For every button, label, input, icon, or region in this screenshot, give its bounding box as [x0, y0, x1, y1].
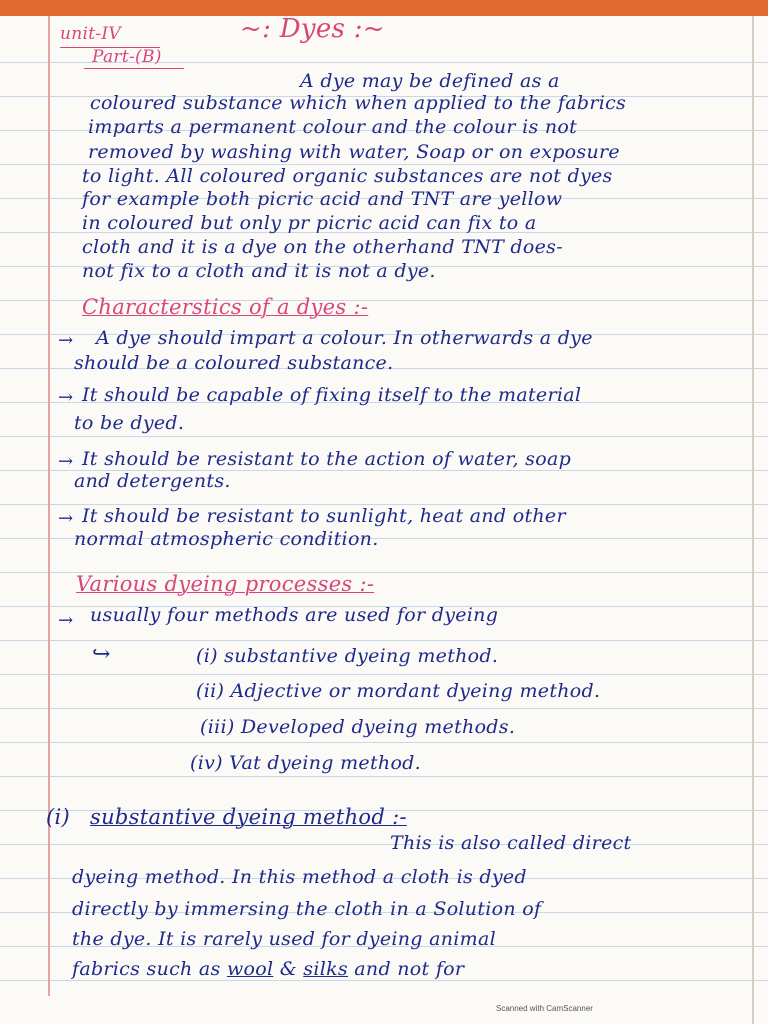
characteristic-line: A dye should impart a colour. In otherwards a dye — [96, 327, 593, 349]
margin-line — [48, 16, 50, 996]
intro-line: A dye may be defined as a — [300, 70, 560, 92]
substantive-last-line — [72, 958, 464, 980]
intro-line: cloth and it is a dye on the otherhand TNT does- — [82, 236, 563, 258]
ruled-line — [0, 708, 768, 709]
part-underline — [84, 68, 184, 69]
method-item: (iii) Developed dyeing methods. — [200, 716, 516, 738]
characteristic-line: and detergents. — [74, 470, 231, 492]
intro-line: to light. All coloured organic substances are not dyes — [82, 165, 613, 187]
page-edge — [752, 16, 754, 1024]
arrow-bullet-icon: → — [58, 610, 74, 631]
method-item: (i) substantive dyeing method. — [196, 645, 499, 667]
intro-line: in coloured but only pr picric acid can fix to a — [82, 212, 537, 234]
substantive-line: the dye. It is rarely used for dyeing animal — [72, 928, 496, 950]
characteristic-line: should be a coloured substance. — [74, 352, 394, 374]
characteristic-line: normal atmospheric condition. — [74, 528, 379, 550]
characteristics-heading: Characterstics of a dyes :- — [82, 295, 369, 319]
substantive-line: dyeing method. In this method a cloth is dyed — [72, 866, 527, 888]
part-label: Part-(B) — [92, 47, 162, 67]
substantive-line: directly by immersing the cloth in a Solution of — [72, 898, 542, 920]
characteristic-line: It should be resistant to the action of water, soap — [82, 448, 572, 470]
substantive-heading: substantive dyeing method :- — [90, 805, 407, 829]
curved-arrow-icon: ↪ — [92, 642, 111, 667]
intro-line: coloured substance which when applied to the fabrics — [90, 92, 627, 114]
characteristic-line: It should be capable of fixing itself to the material — [82, 384, 582, 406]
and-symbol: & — [279, 958, 297, 980]
ruled-line — [0, 674, 768, 675]
intro-line: removed by washing with water, Soap or on exposure — [88, 141, 620, 163]
ruled-line — [0, 776, 768, 777]
arrow-bullet-icon: → — [58, 508, 74, 529]
scanner-watermark: Scanned with CamScanner — [496, 1004, 593, 1013]
ruled-line — [0, 980, 768, 981]
characteristic-line: to be dyed. — [74, 412, 185, 434]
intro-line: imparts a permanent colour and the colour is not — [88, 116, 578, 138]
ruled-line — [0, 844, 768, 845]
section-number: (i) — [46, 805, 71, 829]
method-item: (iv) Vat dyeing method. — [190, 752, 421, 774]
processes-heading: Various dyeing processes :- — [76, 572, 375, 596]
unit-label: unit-IV — [60, 24, 122, 44]
wool-text: wool — [226, 958, 274, 980]
characteristic-line: It should be resistant to sunlight, heat and other — [82, 505, 566, 527]
silks-text: silks — [303, 958, 348, 980]
arrow-bullet-icon: → — [58, 330, 74, 351]
last-line-start: fabrics such as — [72, 958, 221, 980]
ruled-line — [0, 436, 768, 437]
intro-line: for example both picric acid and TNT are yellow — [82, 188, 563, 210]
processes-intro: usually four methods are used for dyeing — [90, 604, 499, 626]
page-title: ~: Dyes :~ — [240, 14, 385, 44]
last-line-end: and not for — [354, 958, 465, 980]
intro-line: not fix to a cloth and it is not a dye. — [82, 260, 436, 282]
method-item: (ii) Adjective or mordant dyeing method. — [196, 680, 601, 702]
arrow-bullet-icon: → — [58, 451, 74, 472]
substantive-line: This is also called direct — [390, 832, 632, 854]
ruled-line — [0, 742, 768, 743]
ruled-line — [0, 640, 768, 641]
arrow-bullet-icon: → — [58, 387, 74, 408]
